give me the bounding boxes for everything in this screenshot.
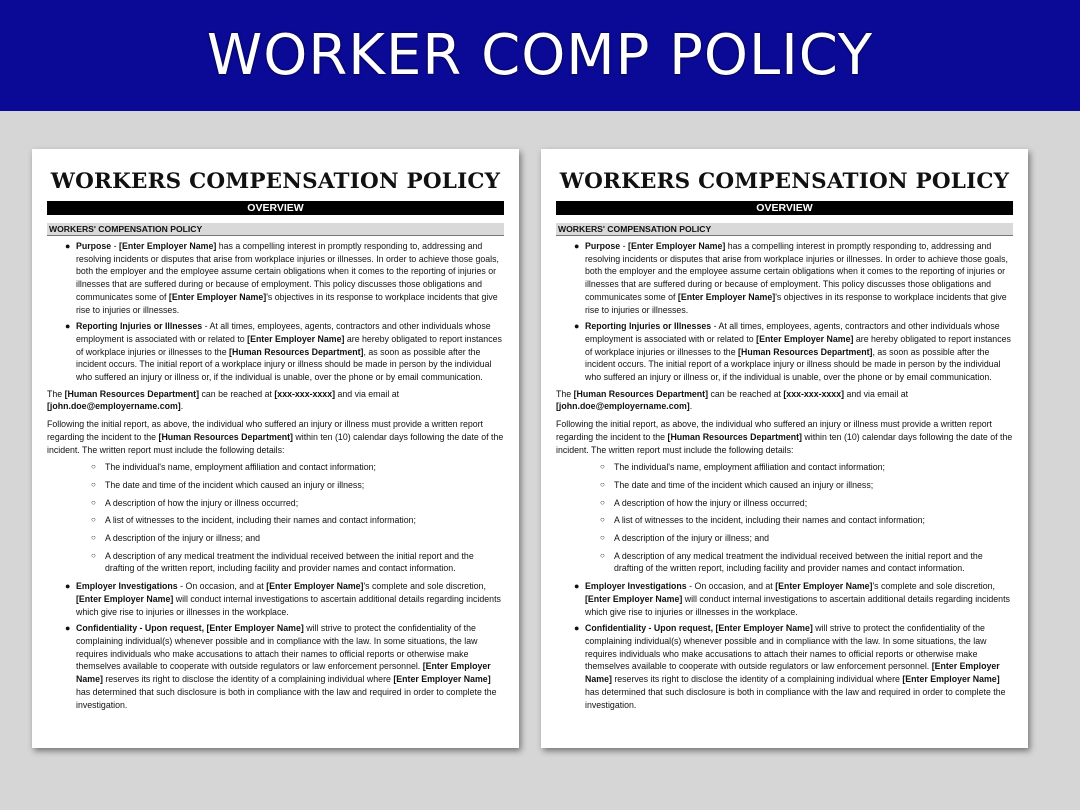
circle-bullet-icon: ○ bbox=[600, 462, 605, 472]
detail-item: ○ A description of any medical treatment the individual received between the initial report and the drafting of the written report, including facility and provider names and contact information. bbox=[600, 550, 983, 574]
circle-bullet-icon: ○ bbox=[600, 533, 605, 543]
detail-item: ○ The individual's name, employment affiliation and contact information; bbox=[91, 462, 376, 473]
circle-bullet-icon: ○ bbox=[600, 550, 605, 560]
confidentiality-item: ● Confidentiality - Upon request, [Enter Employer Name] will strive to protect the confidentiality of the complaining individual(s) whenever possible and in compliance with the law. In some situations, the law requires individuals who make accusations to attach their names to official reports or otherwise make themselves available to cooperate with outside regulators or law enforcement personnel. [Enter Employer Name] reserves its right to disclose the identity of a complaining individual where [Enter Employer Name] has determined that such disclosure is both in compliance with the law and required in order to complete the investigation. bbox=[574, 623, 1006, 710]
document-page-right bbox=[541, 149, 1028, 748]
document-title: WORKERS COMPENSATION POLICY bbox=[559, 169, 1010, 194]
banner-title: WORKER COMP POLICY bbox=[206, 22, 874, 88]
investigations-item: ● Employer Investigations - On occasion, and at [Enter Employer Name]'s complete and sole discretion, [Enter Employer Name] will conduct internal investigations to ascertain additional details regarding incidents which give rise to injuries or illnesses in the workplace. bbox=[574, 581, 1010, 617]
bullet-icon: ● bbox=[65, 623, 71, 634]
circle-bullet-icon: ○ bbox=[600, 515, 605, 525]
contact-paragraph: The [Human Resources Department] can be reached at [xxx-xxx-xxxx] and via email at [john.doe@employername.com]. bbox=[47, 388, 400, 412]
purpose-item: ● Purpose - [Enter Employer Name] has a compelling interest in promptly responding to, addressing and resolving incidents or disputes that arise from workplace injuries or illnesses. In order to achieve those goals, both the employer and the employee assume certain obligations when it comes to the reporting of injuries or illnesses that are suffered during or because of employment. This policy discusses those obligations and communicates some of [Enter Employer Name]'s objectives in its response to workplace incidents that give rise to injuries or illnesses. bbox=[574, 241, 1008, 315]
bullet-icon: ● bbox=[65, 581, 71, 592]
circle-bullet-icon: ○ bbox=[91, 497, 96, 507]
detail-item: ○ The individual's name, employment affiliation and contact information; bbox=[600, 462, 885, 473]
investigations-item: ● Employer Investigations - On occasion, and at [Enter Employer Name]'s complete and sole discretion, [Enter Employer Name] will conduct internal investigations to ascertain additional details regarding incidents which give rise to injuries or illnesses in the workplace. bbox=[65, 581, 501, 617]
reporting-item: ● Reporting Injuries or Illnesses - At all times, employees, agents, contractors and other individuals whose employment is associated with or related to [Enter Employer Name] are hereby obligated to report instances of workplace injuries or illnesses to the [Human Resources Department], as soon as possible after the incident occurs. The initial report of a workplace injury or illness should be made in person by the individual who suffered an injury or illness or, if the individual is unable, over the phone or by email communication. bbox=[65, 321, 502, 383]
header-banner bbox=[0, 0, 1080, 111]
section-heading: WORKERS' COMPENSATION POLICY bbox=[47, 223, 504, 236]
detail-item: ○ The date and time of the incident which caused an injury or illness; bbox=[600, 479, 874, 490]
circle-bullet-icon: ○ bbox=[600, 497, 605, 507]
bullet-icon: ● bbox=[65, 241, 71, 251]
detail-item: ○ A description of the injury or illness; and bbox=[600, 533, 770, 544]
overview-heading: OVERVIEW bbox=[556, 201, 1013, 215]
bullet-icon: ● bbox=[574, 241, 580, 251]
followup-paragraph: Following the initial report, as above, the individual who suffered an injury or illness must provide a written report regarding the incident to the [Human Resources Department] within ten (10) calendar days following the date of the incident. The written report must include the following details: bbox=[47, 419, 504, 455]
detail-item: ○ A description of how the injury or illness occurred; bbox=[91, 497, 299, 508]
contact-paragraph: The [Human Resources Department] can be reached at [xxx-xxx-xxxx] and via email at [john.doe@employername.com]. bbox=[556, 388, 909, 412]
confidentiality-item: ● Confidentiality - Upon request, [Enter Employer Name] will strive to protect the confidentiality of the complaining individual(s) whenever possible and in compliance with the law. In some situations, the law requires individuals who make accusations to attach their names to official reports or otherwise make themselves available to cooperate with outside regulators or law enforcement personnel. [Enter Employer Name] reserves its right to disclose the identity of a complaining individual where [Enter Employer Name] has determined that such disclosure is both in compliance with the law and required in order to complete the investigation. bbox=[65, 623, 497, 710]
detail-item: ○ A list of witnesses to the incident, including their names and contact information; bbox=[600, 515, 925, 526]
circle-bullet-icon: ○ bbox=[91, 550, 96, 560]
circle-bullet-icon: ○ bbox=[91, 462, 96, 472]
reporting-item: ● Reporting Injuries or Illnesses - At all times, employees, agents, contractors and other individuals whose employment is associated with or related to [Enter Employer Name] are hereby obligated to report instances of workplace injuries or illnesses to the [Human Resources Department], as soon as possible after the incident occurs. The initial report of a workplace injury or illness should be made in person by the individual who suffered an injury or illness or, if the individual is unable, over the phone or by email communication. bbox=[574, 321, 1011, 383]
document-title: WORKERS COMPENSATION POLICY bbox=[50, 169, 501, 194]
circle-bullet-icon: ○ bbox=[91, 479, 96, 489]
bullet-icon: ● bbox=[574, 623, 580, 634]
section-heading: WORKERS' COMPENSATION POLICY bbox=[556, 223, 1013, 236]
detail-item: ○ A list of witnesses to the incident, including their names and contact information; bbox=[91, 515, 416, 526]
bullet-icon: ● bbox=[574, 321, 580, 332]
circle-bullet-icon: ○ bbox=[600, 479, 605, 489]
bullet-icon: ● bbox=[574, 581, 580, 592]
policy-body bbox=[556, 240, 1013, 711]
overview-heading: OVERVIEW bbox=[47, 201, 504, 215]
purpose-item: ● Purpose - [Enter Employer Name] has a compelling interest in promptly responding to, addressing and resolving incidents or disputes that arise from workplace injuries or illnesses. In order to achieve those goals, both the employer and the employee assume certain obligations when it comes to the reporting of injuries or illnesses that are suffered during or because of employment. This policy discusses those obligations and communicates some of [Enter Employer Name]'s objectives in its response to workplace incidents that give rise to injuries or illnesses. bbox=[65, 241, 499, 315]
circle-bullet-icon: ○ bbox=[91, 533, 96, 543]
detail-item: ○ A description of any medical treatment the individual received between the initial report and the drafting of the written report, including facility and provider names and contact information. bbox=[91, 550, 474, 574]
detail-item: ○ The date and time of the incident which caused an injury or illness; bbox=[91, 479, 365, 490]
detail-item: ○ A description of how the injury or illness occurred; bbox=[600, 497, 808, 508]
followup-paragraph: Following the initial report, as above, the individual who suffered an injury or illness must provide a written report regarding the incident to the [Human Resources Department] within ten (10) calendar days following the date of the incident. The written report must include the following details: bbox=[556, 419, 1013, 455]
policy-body bbox=[47, 240, 504, 711]
detail-item: ○ A description of the injury or illness; and bbox=[91, 533, 261, 544]
bullet-icon: ● bbox=[65, 321, 71, 332]
circle-bullet-icon: ○ bbox=[91, 515, 96, 525]
document-page-left bbox=[32, 149, 519, 748]
